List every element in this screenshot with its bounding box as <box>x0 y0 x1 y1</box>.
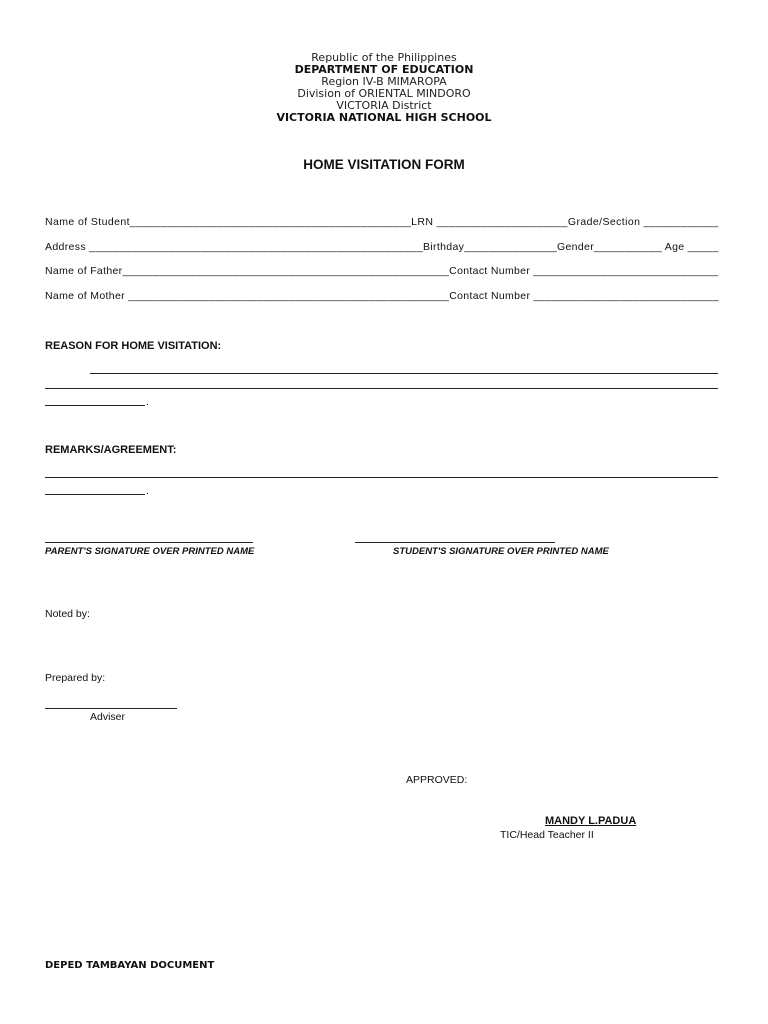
reason-line-1[interactable] <box>90 373 718 374</box>
letterhead-department: DEPARTMENT OF EDUCATION <box>294 63 474 76</box>
field-row-address[interactable]: Address ______________________________________________________Birthday_______________Gender___________ Age _____ <box>45 241 719 253</box>
parent-signature-line[interactable] <box>45 542 253 543</box>
letterhead-region: Region IV-B MIMAROPA <box>321 75 447 88</box>
field-row-mother[interactable]: Name of Mother ____________________________________________________Contact Number ______________________________ <box>45 290 719 302</box>
letterhead-school: VICTORIA NATIONAL HIGH SCHOOL <box>276 111 492 124</box>
parent-signature-caption: PARENT'S SIGNATURE OVER PRINTED NAME <box>45 546 255 557</box>
adviser-label: Adviser <box>90 711 126 723</box>
adviser-signature-line[interactable] <box>45 708 177 709</box>
prepared-by-label: Prepared by: <box>45 672 106 684</box>
student-signature-line[interactable] <box>355 542 555 543</box>
letterhead <box>0 52 768 124</box>
reason-title: REASON FOR HOME VISITATION: <box>45 340 222 352</box>
reason-line-2[interactable] <box>45 388 718 389</box>
footer-label: DEPED TAMBAYAN DOCUMENT <box>45 960 215 971</box>
approver-name: MANDY L.PADUA <box>545 815 637 827</box>
remarks-line-2[interactable] <box>45 494 145 495</box>
student-signature-caption: STUDENT'S SIGNATURE OVER PRINTED NAME <box>393 546 609 557</box>
letterhead-republic: Republic of the Philippines <box>311 51 457 64</box>
form-title: HOME VISITATION FORM <box>303 157 465 172</box>
field-row-student[interactable]: Name of Student_____________________________________________LRN _____________________Grade/Section ____________ <box>45 216 719 228</box>
reason-line-3[interactable] <box>45 405 145 406</box>
approver-title: TIC/Head Teacher II <box>500 829 594 841</box>
remarks-line-1[interactable] <box>45 477 718 478</box>
field-row-father[interactable]: Name of Father_____________________________________________________Contact Number ______________________________ <box>45 265 719 277</box>
reason-end-mark: . <box>146 396 149 408</box>
remarks-end-mark: . <box>146 485 149 497</box>
letterhead-division: Division of ORIENTAL MINDORO <box>297 87 471 100</box>
noted-by-label: Noted by: <box>45 608 90 620</box>
approved-label: APPROVED: <box>406 774 468 786</box>
letterhead-district: VICTORIA District <box>336 99 432 112</box>
remarks-title: REMARKS/AGREEMENT: <box>45 444 177 456</box>
